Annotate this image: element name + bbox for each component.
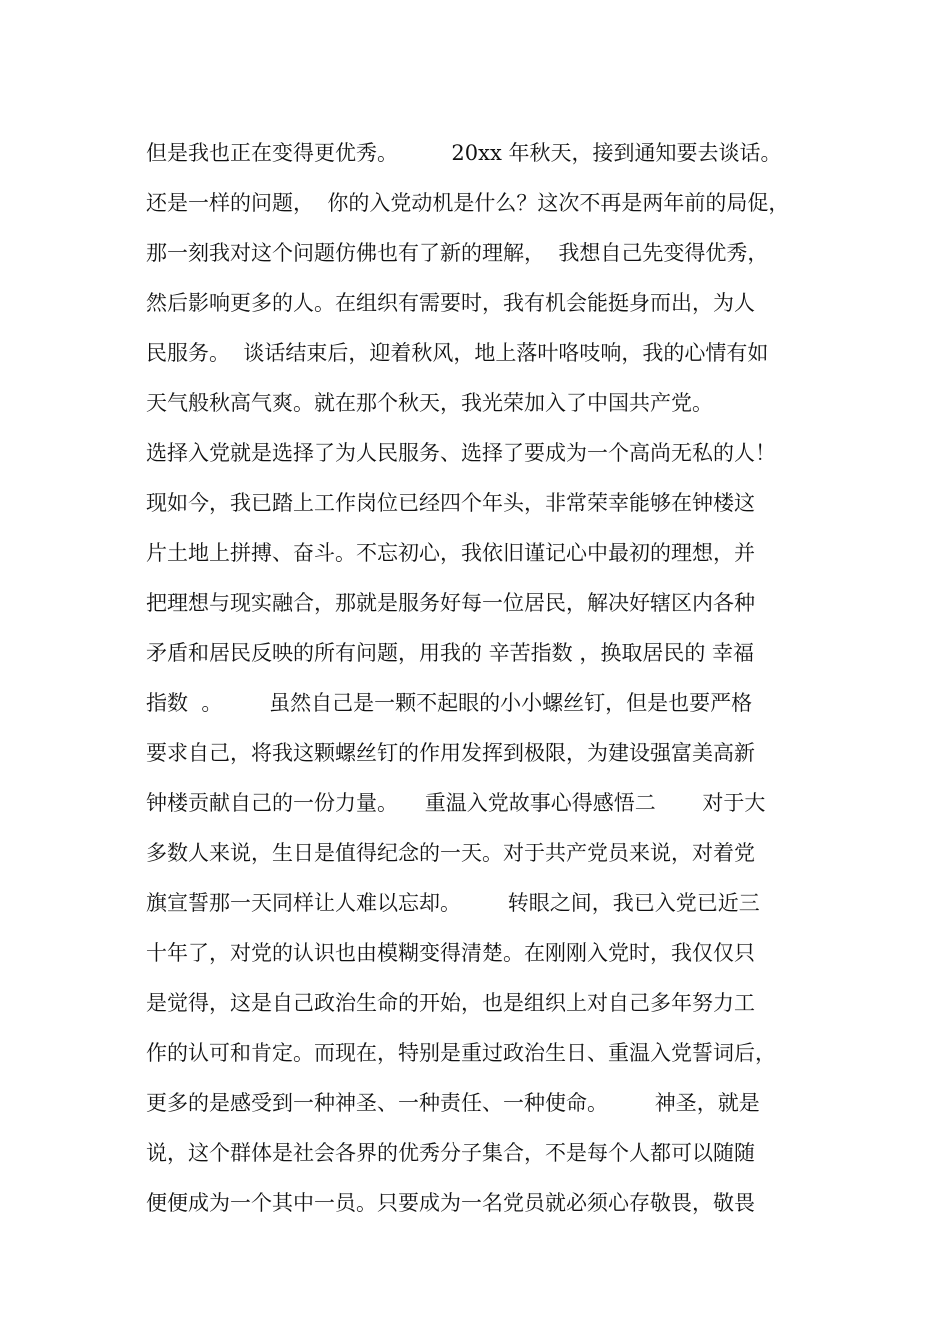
- text-line: 选择入党就是选择了为人民服务、选择了要成为一个高尚无私的人！: [146, 441, 776, 465]
- text-line: 民服务。 谈话结束后，迎着秋风，地上落叶咯吱响，我的心情有如: [146, 341, 769, 365]
- text-line: 把理想与现实融合，那就是服务好每一位居民，解决好辖区内各种: [146, 591, 755, 615]
- text-line: 作的认可和肯定。而现在，特别是重过政治生日、重温入党誓词后，: [146, 1041, 776, 1065]
- text-line: 是觉得，这是自己政治生命的开始，也是组织上对自己多年努力工: [146, 991, 755, 1015]
- text-line: 指数 。 虽然自己是一颗不起眼的小小螺丝钉，但是也要严格: [146, 691, 753, 715]
- text-line: 还是一样的问题， 你的入党动机是什么？这次不再是两年前的局促，: [146, 191, 790, 215]
- text-line: 矛盾和居民反映的所有问题，用我的 辛苦指数 ，换取居民的 幸福: [146, 641, 755, 665]
- text-line: 天气般秋高气爽。就在那个秋天，我光荣加入了中国共产党。: [146, 391, 713, 415]
- text-line: 十年了，对党的认识也由模糊变得清楚。在刚刚入党时，我仅仅只: [146, 941, 755, 965]
- text-line: 片土地上拼搏、奋斗。不忘初心，我依旧谨记心中最初的理想，并: [146, 541, 755, 565]
- text-line: 多数人来说，生日是值得纪念的一天。对于共产党员来说，对着党: [146, 841, 755, 865]
- text-line: 然后影响更多的人。在组织有需要时，我有机会能挺身而出，为人: [146, 291, 755, 315]
- text-line: 说，这个群体是社会各界的优秀分子集合，不是每个人都可以随随: [146, 1141, 755, 1165]
- text-line: 钟楼贡献自己的一份力量。 重温入党故事心得感悟二 对于大: [146, 791, 766, 815]
- text-line: 要求自己，将我这颗螺丝钉的作用发挥到极限，为建设强富美高新: [146, 741, 755, 765]
- text-line: 旗宣誓那一天同样让人难以忘却。 转眼之间，我已入党已近三: [146, 891, 760, 915]
- text-line: 更多的是感受到一种神圣、一种责任、一种使命。 神圣，就是: [146, 1091, 760, 1115]
- text-line: 但是我也正在变得更优秀。 20xx 年秋天，接到通知要去谈话。: [146, 141, 782, 165]
- text-line: 现如今，我已踏上工作岗位已经四个年头，非常荣幸能够在钟楼这: [146, 491, 755, 515]
- text-line: 便便成为一个其中一员。只要成为一名党员就必须心存敬畏，敬畏: [146, 1191, 755, 1215]
- body-text: [146, 128, 826, 1228]
- text-line: 那一刻我对这个问题仿佛也有了新的理解， 我想自己先变得优秀，: [146, 241, 769, 265]
